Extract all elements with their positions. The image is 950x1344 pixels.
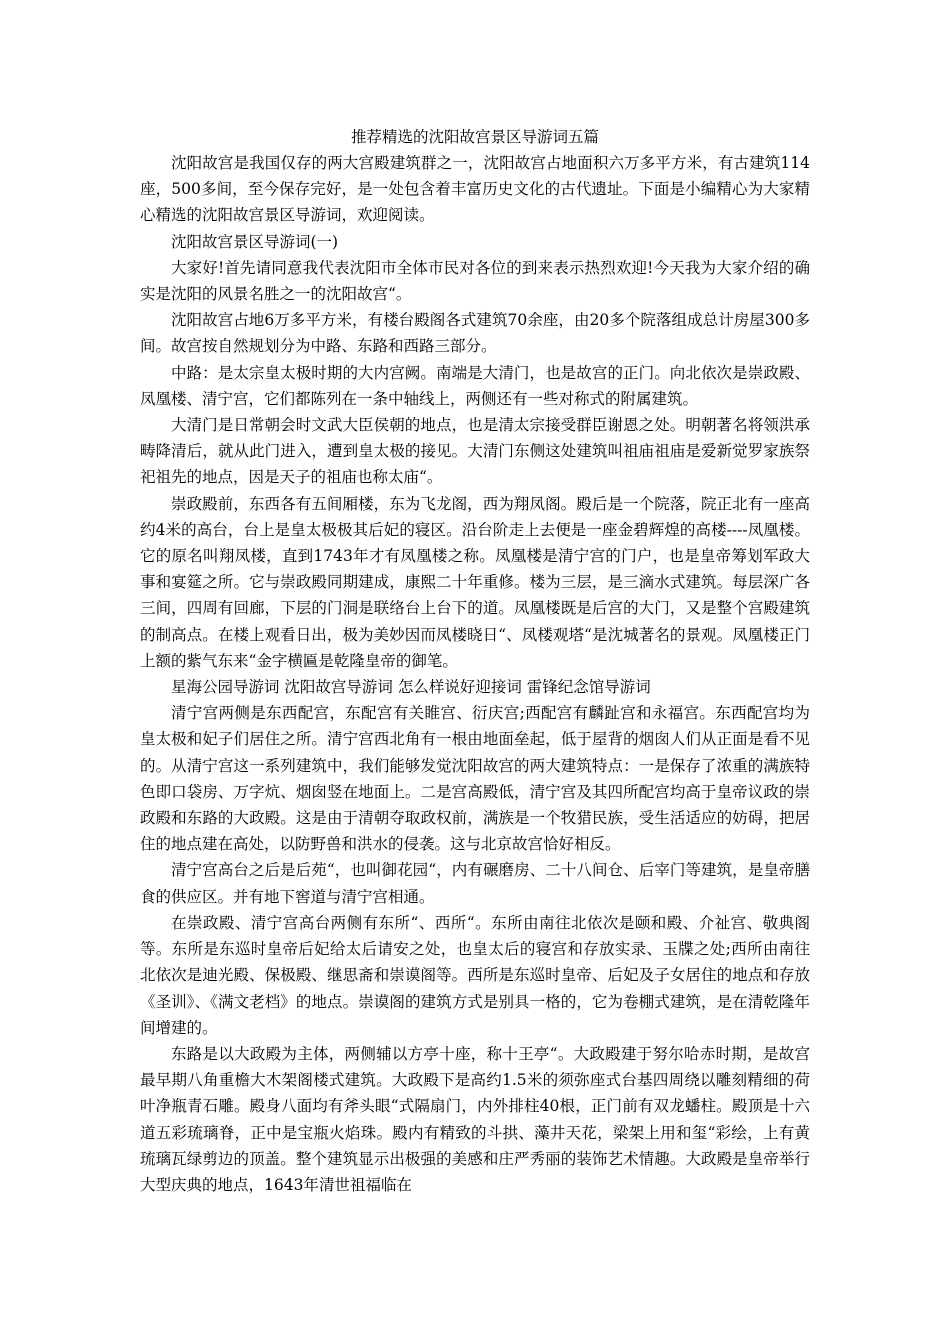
intro-paragraph: 沈阳故宫是我国仅存的两大宫殿建筑群之一，沈阳故宫占地面积六万多平方米，有古建筑114座，500多间，至今保存完好，是一处包含着丰富历史文化的古代遗址。下面是小编精心为大家精心精选的沈阳故宫景区导游词，欢迎阅读。 — [140, 154, 810, 225]
back-garden-paragraph: 清宁宫高台之后是后苑“，也叫御花园“，内有碾磨房、二十八间仓、后宰门等建筑，是皇帝膳食的供应区。并有地下窖道与清宁宫相通。 — [140, 861, 810, 906]
daqing-gate-paragraph: 大清门是日常朝会时文武大臣侯朝的地点，也是清太宗接受群臣谢恩之处。明朝著名将领洪承畴降清后，就从此门进入，遭到皇太极的接见。大清门东侧这处建筑叫祖庙祖庙是爱新觉罗家族祭祀祖先的地点，因是天子的祖庙也称太庙“。 — [140, 416, 810, 487]
qingning-palace-paragraph: 清宁宫两侧是东西配宫，东配宫有关睢宫、衍庆宫;西配宫有麟趾宫和永福宫。东西配宫均为皇太极和妃子们居住之所。清宁宫西北角有一根由地面垒起，低于屋背的烟囱人们从正面是看不见的。从清宁宫这一系列建筑中，我们能够发觉沈阳故宫的两大建筑特点：一是保存了浓重的满族特色即口袋房、万字炕、烟囱竖在地面上。二是宫高殿低，清宁宫及其四所配宫均高于皇帝议政的崇政殿和东路的大政殿。这是由于清朝夺取政权前，满族是一个牧猎民族，受生活适应的妨碍，把居住的地点建在高处，以防野兽和洪水的侵袭。这与北京故宫恰好相反。 — [140, 704, 810, 854]
document-title: 推荐精选的沈阳故宫景区导游词五篇 — [350, 128, 599, 146]
related-links-paragraph: 星海公园导游词 沈阳故宫导游词 怎么样说好迎接词 雷锋纪念馆导游词 — [171, 678, 651, 697]
phoenix-tower-paragraph: 崇政殿前，东西各有五间厢楼，东为飞龙阁，西为翔凤阁。殿后是一个院落，院正北有一座高约4米的高台，台上是皇太极极其后妃的寝区。沿台阶走上去便是一座金碧辉煌的高楼----凤凰楼。它的原名叫翔凤楼，直到1743年才有凤凰楼之称。凤凰楼是清宁宫的门户，也是皇帝筹划军政大事和宴筵之所。它与崇政殿同期建成，康熙二十年重修。楼为三层，是三滴水式建筑。每层深广各三间，四周有回廊，下层的门洞是联络台上台下的道。凤凰楼既是后宫的大门，又是整个宫殿建筑的制高点。在楼上观看日出，极为美妙因而凤楼晓日“、凤楼观塔“是沈城著名的景观。凤凰楼正门上额的紫气东来“金字横匾是乾隆皇帝的御笔。 — [140, 494, 810, 670]
area-paragraph: 沈阳故宫占地6万多平方米，有楼台殿阁各式建筑70余座，由20多个院落组成总计房屋300多间。故宫按自然规划分为中路、东路和西路三部分。 — [140, 311, 810, 356]
welcome-paragraph: 大家好!首先请同意我代表沈阳市全体市民对各位的到来表示热烈欢迎!今天我为大家介绍的确实是沈阳的风景名胜之一的沈阳故宫“。 — [140, 258, 810, 304]
middle-route-paragraph: 中路：是太宗皇太极时期的大内宫阙。南端是大清门，也是故宫的正门。向北依次是崇政殿、凤凰楼、清宁宫，它们都陈列在一条中轴线上，两侧还有一些对称式的附属建筑。 — [140, 363, 810, 408]
section-heading: 沈阳故宫景区导游词(一) — [171, 232, 339, 251]
east-west-residence-paragraph: 在崇政殿、清宁宫高台两侧有东所“、西所“。东所由南往北依次是颐和殿、介祉宫、敬典阁等。东所是东巡时皇帝后妃给太后请安之处，也皇太后的寝宫和存放实录、玉牒之处;西所由南往北依次是迪光殿、保极殿、继思斋和崇谟阁等。西所是东巡时皇帝、后妃及子女居住的地点和存放《圣训》、《满文老档》的地点。崇谟阁的建筑方式是别具一格的，它为卷棚式建筑，是在清乾隆年间增建的。 — [140, 913, 810, 1037]
document-page — [140, 124, 810, 1198]
east-route-paragraph: 东路是以大政殿为主体，两侧辅以方亭十座，称十王亭“。大政殿建于努尔哈赤时期，是故宫最早期八角重檐大木架阁楼式建筑。大政殿下是高约1.5米的须弥座式台基四周绕以雕刻精细的荷叶净瓶青石雕。殿身八面均有斧头眼“式隔扇门，内外排柱40根，正门前有双龙蟠柱。殿顶是十六道五彩琉璃脊，正中是宝瓶火焰珠。殿内有精致的斗拱、藻井天花，梁架上用和玺“彩绘，上有黄琉璃瓦绿剪边的顶盖。整个建筑显示出极强的美感和庄严秀丽的装饰艺术情趣。大政殿是皇帝举行大型庆典的地点，1643年清世祖福临在 — [140, 1044, 810, 1194]
